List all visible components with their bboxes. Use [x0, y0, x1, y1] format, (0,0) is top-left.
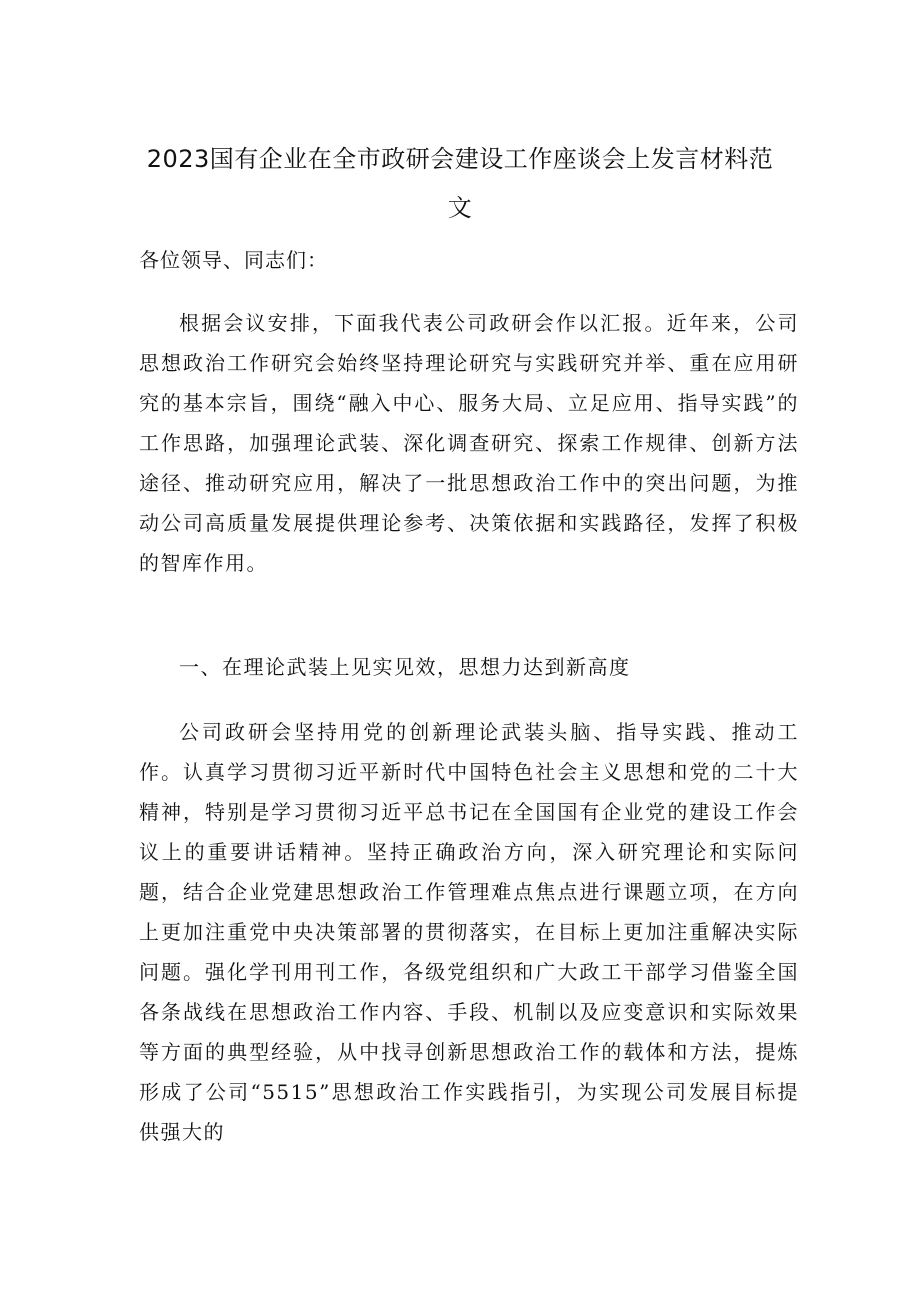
paragraph-intro: 根据会议安排，下面我代表公司政研会作以汇报。近年来，公司思想政治工作研究会始终坚持理论研究与实践研究并举、重在应用研究的基本宗旨，围绕“融入中心、服务大局、立足应用、指导实践”的工作思路，加强理论武装、深化调查研究、探索工作规律、创新方法途径、推动研究应用，解决了一批思想政治工作中的突出问题，为推动公司高质量发展提供理论参考、决策依据和实践路径，发挥了积极的智库作用。 [139, 311, 799, 575]
document-title-line-2: 文 [447, 194, 473, 222]
paragraph-section-1: 公司政研会坚持用党的创新理论武装头脑、指导实践、推动工作。认真学习贯彻习近平新时代中国特色社会主义思想和党的二十大精神，特别是学习贯彻习近平总书记在全国国有企业党的建设工作会议上的重要讲话精神。坚持正确政治方向，深入研究理论和实际问题，结合企业党建思想政治工作管理难点焦点进行课题立项，在方向上更加注重党中央决策部署的贯彻落实，在目标上更加注重解决实际问题。强化学刊用刊工作，各级党组织和广大政工干部学习借鉴全国各条战线在思想政治工作内容、手段、机制以及应变意识和实际效果等方面的典型经验，从中找寻创新思想政治工作的载体和方法，提炼形成了公司“5515”思想政治工作实践指引，为实现公司发展目标提供强大的 [139, 720, 799, 1144]
salutation: 各位领导、同志们： [139, 248, 328, 272]
section-heading-1: 一、在理论武装上见实见效，思想力达到新高度 [179, 655, 631, 679]
document-title-line-1: 2023国有企业在全市政研会建设工作座谈会上发言材料范 [146, 145, 774, 173]
